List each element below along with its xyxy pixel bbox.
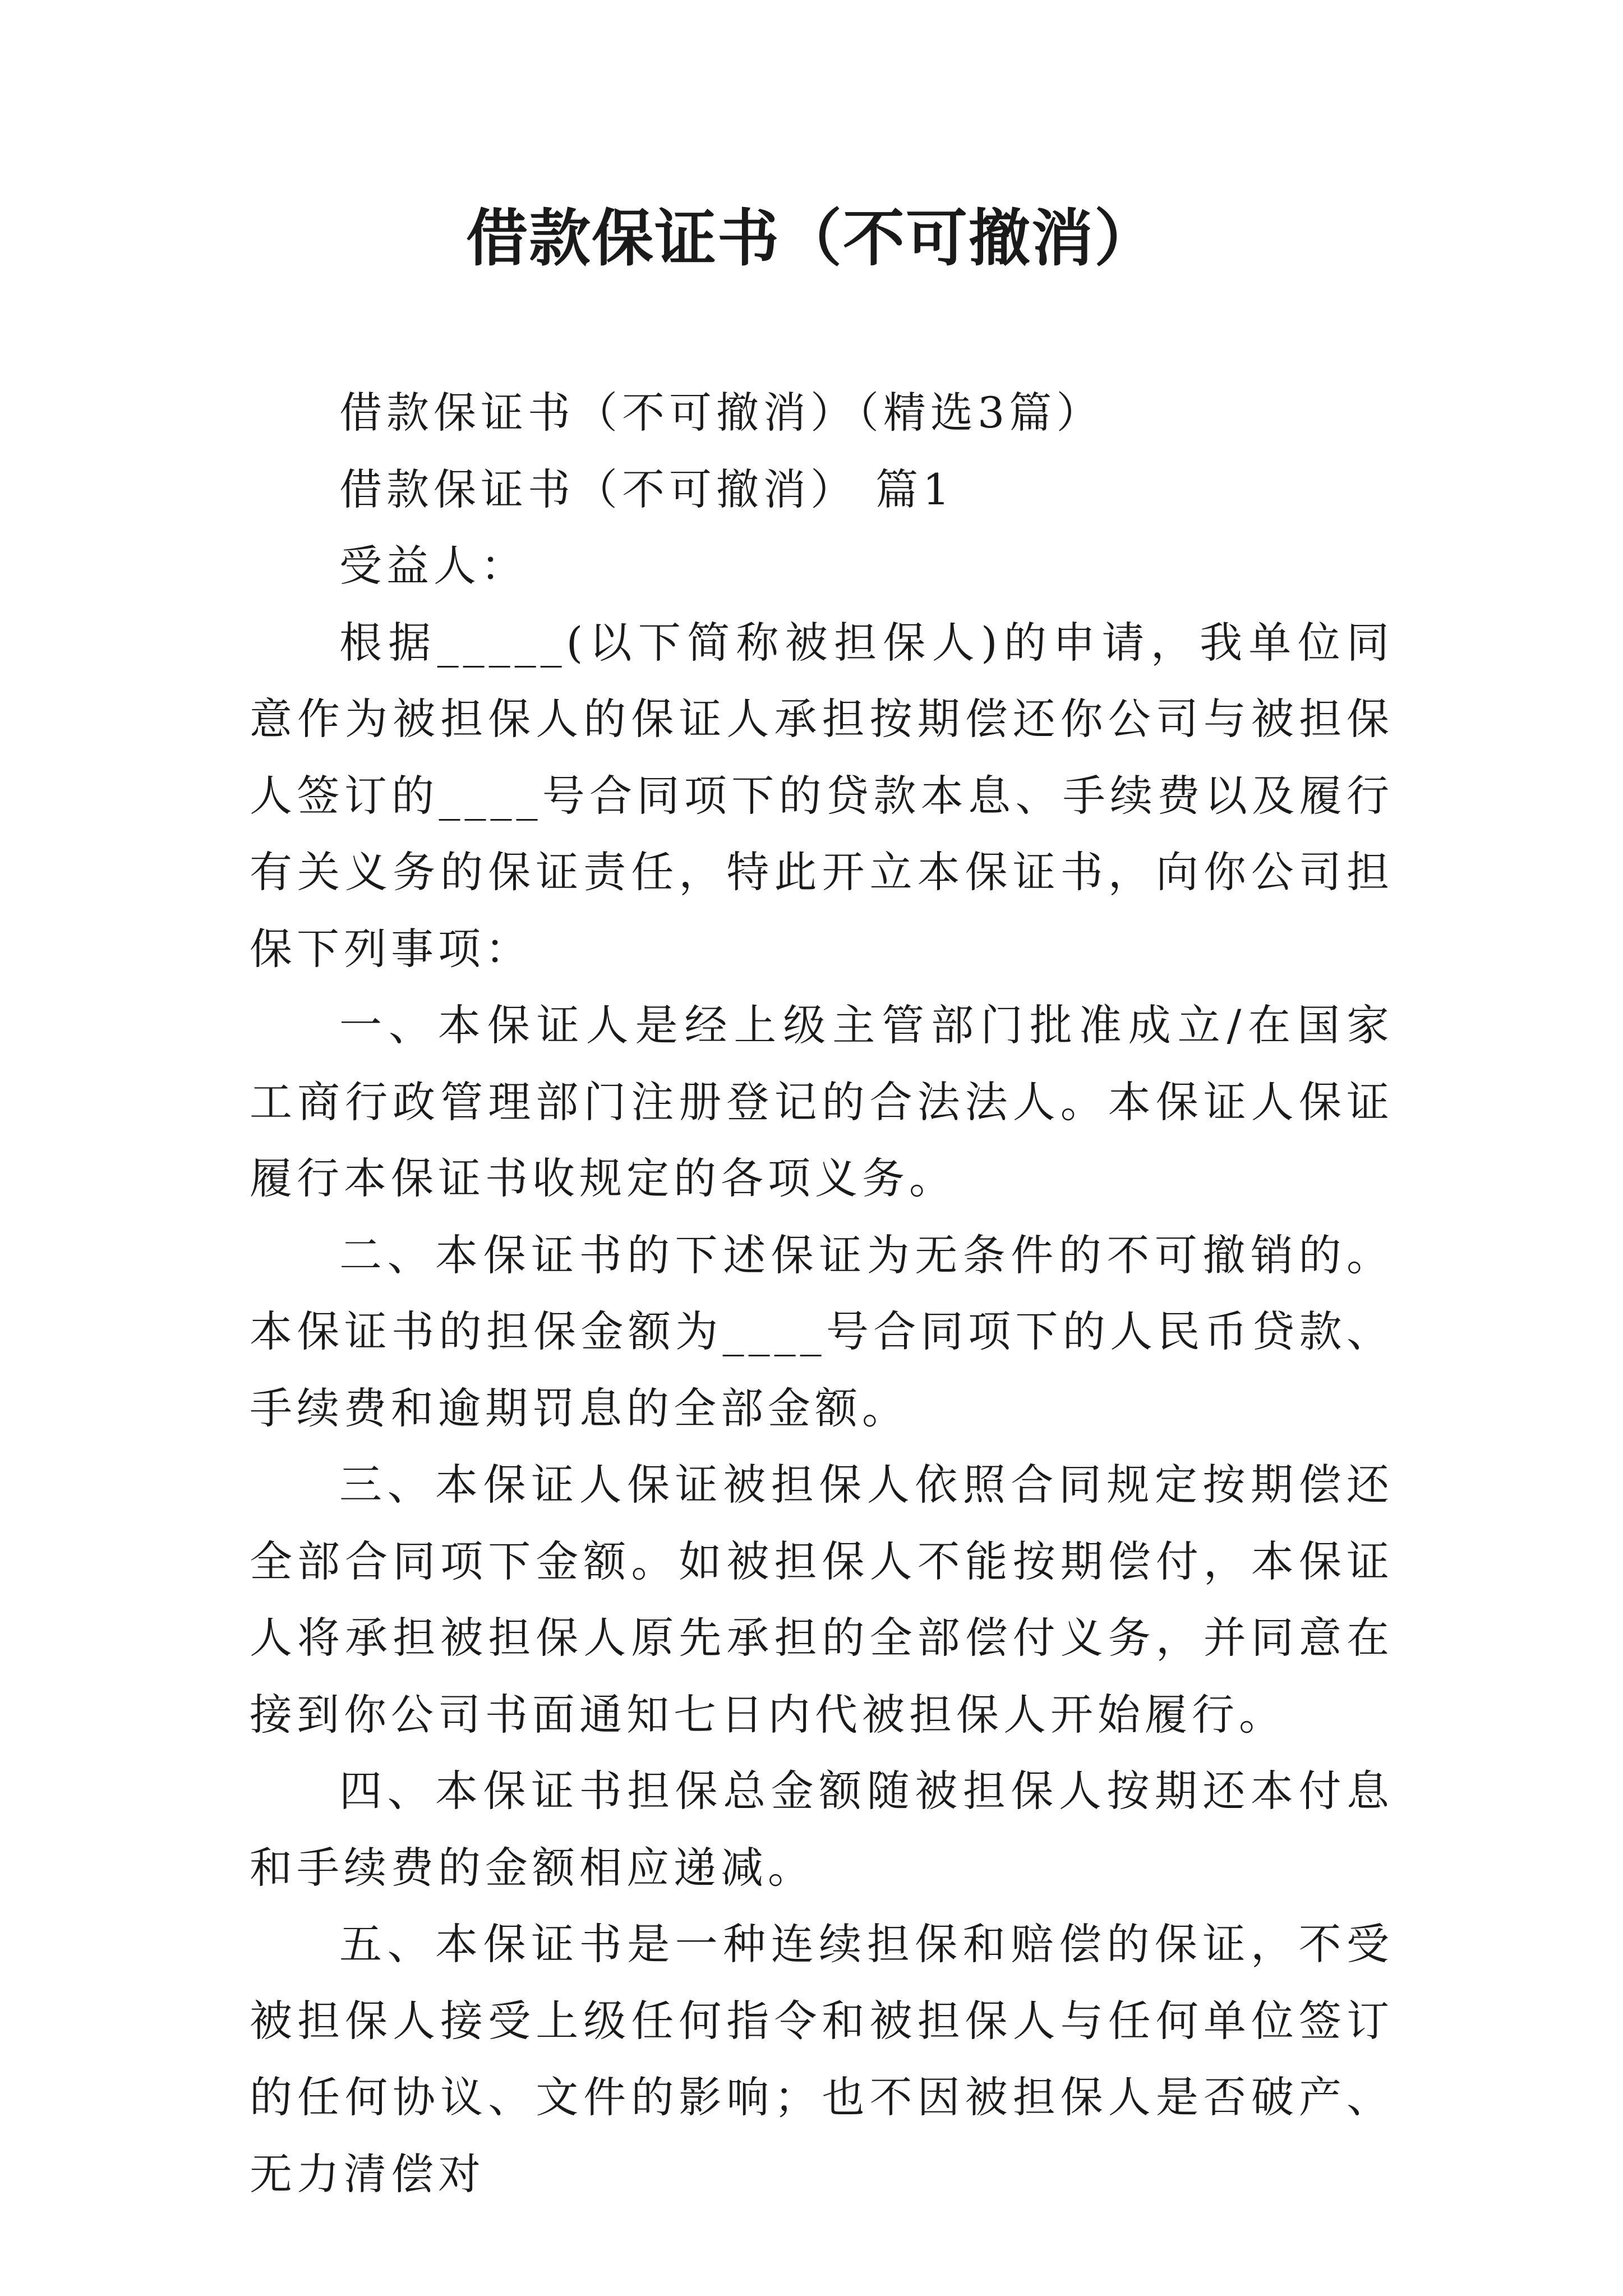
subtitle-collection: 借款保证书（不可撤消）（精选3篇）	[339, 388, 1104, 438]
clause-3: 三、本保证人保证被担保人依照合同规定按期偿还全部合同项下金额。如被担保人不能按期偿付，本保证人将承担被担保人原先承担的全部偿付义务，并同意在接到你公司书面通知七日内代被担保人开始履行。	[250, 1460, 1394, 1740]
clause-1: 一、本保证人是经上级主管部门批准成立/在国家工商行政管理部门注册登记的合法法人。本保证人保证履行本保证书收规定的各项义务。	[250, 1000, 1394, 1203]
paragraph-intro: 根据_____(以下简称被担保人)的申请，我单位同意作为被担保人的保证人承担按期偿还你公司与被担保人签订的____号合同项下的贷款本息、手续费以及履行有关义务的保证责任，特此开立本保证书，向你公司担保下列事项：	[250, 617, 1394, 974]
clause-2: 二、本保证书的下述保证为无条件的不可撤销的。本保证书的担保金额为____号合同项下的人民币贷款、手续费和逾期罚息的全部金额。	[250, 1230, 1394, 1433]
clause-4: 四、本保证书担保总金额随被担保人按期还本付息和手续费的金额相应递减。	[250, 1766, 1394, 1893]
subtitle-part-1: 借款保证书（不可撤消） 篇1	[339, 464, 955, 514]
clause-5: 五、本保证书是一种连续担保和赔偿的保证，不受被担保人接受上级任何指令和被担保人与任何单位签订的任何协议、文件的影响；也不因被担保人是否破产、无力清偿对	[250, 1919, 1394, 2199]
document-body	[250, 375, 1394, 2212]
beneficiary-line: 受益人：	[339, 541, 528, 591]
document-title: 借款保证书（不可撤消）	[466, 202, 1157, 274]
